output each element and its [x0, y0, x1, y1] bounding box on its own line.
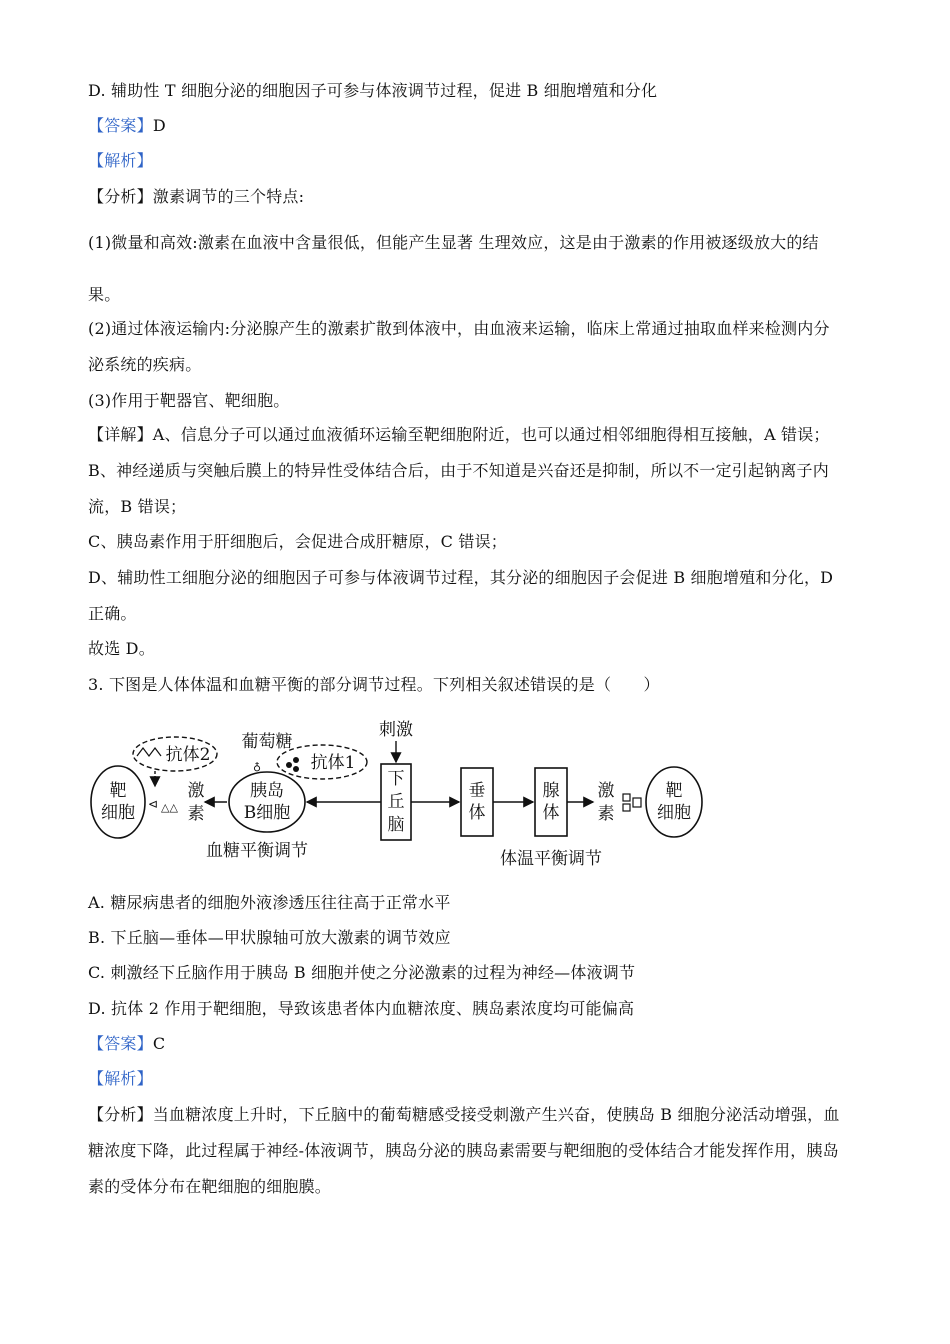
receptor-symbol-left: ⊲ — [148, 797, 159, 811]
conclusion-line: 故选 D。 — [88, 639, 155, 658]
analysis-line: 【分析】当血糖浓度上升时，下丘脑中的葡萄糖感受接受刺激产生兴奋，使胰岛 B 细胞分泌活动增强，血 — [88, 1105, 840, 1124]
hypothalamus-line2: 丘 — [387, 792, 405, 812]
answer-tag: 【答案】 — [88, 1034, 153, 1053]
option-b: B. 下丘脑—垂体—甲状腺轴可放大激素的调节效应 — [88, 928, 451, 947]
antibody1-dot — [286, 762, 292, 768]
receptor-symbol-right — [623, 794, 630, 801]
analysis-line: 素的受体分布在靶细胞的细胞膜。 — [88, 1177, 332, 1196]
analysis-line: 糖浓度下降，此过程属于神经-体液调节，胰岛分泌的胰岛素需要与靶细胞的受体结合才能发挥作用，胰岛 — [88, 1141, 839, 1160]
antibody1-label: 抗体1 — [310, 753, 356, 773]
hypothalamus-line1: 下 — [387, 769, 405, 789]
analysis-heading: 【分析】激素调节的三个特点: — [88, 187, 305, 206]
islet-cell-line2: B细胞 — [243, 803, 291, 823]
option-d-prev: D. 辅助性 T 细胞分泌的细胞因子可参与体液调节过程，促进 B 细胞增殖和分化 — [88, 81, 658, 100]
pituitary-line1: 垂 — [468, 781, 486, 801]
antibody2-label: 抗体2 — [165, 745, 211, 765]
antibody2-mark — [137, 748, 161, 756]
analysis-tag: 【解析】 — [88, 151, 153, 170]
option-c: C. 刺激经下丘脑作用于胰岛 B 细胞并使之分泌激素的过程为神经—体液调节 — [88, 963, 636, 982]
answer-tag: 【答案】 — [88, 116, 153, 135]
detail-line: D、辅助性工细胞分泌的细胞因子可参与体液调节过程，其分泌的细胞因子会促进 B 细胞增殖和分化，D — [88, 568, 834, 587]
stimulus-label: 刺激 — [379, 720, 413, 740]
detail-line: B、神经递质与突触后膜上的特异性受体结合后，由于不知道是兴奋还是抑制，所以不一定引起钠离子内 — [88, 461, 829, 480]
paragraph-line: (1)微量和高效:激素在血液中含量很低，但能产生显著 生理效应，这是由于激素的作用被逐级放大的结 — [88, 233, 819, 252]
antibody1-dot — [293, 757, 299, 763]
option-d: D. 抗体 2 作用于靶细胞，导致该患者体内血糖浓度、胰岛素浓度均可能偏高 — [88, 999, 635, 1018]
target-cell-right-shape — [646, 767, 702, 837]
receptor-symbol-right — [623, 804, 630, 811]
label-body-temp: 体温平衡调节 — [500, 849, 602, 869]
antibody1-dot — [293, 766, 299, 772]
question-stem: 3. 下图是人体体温和血糖平衡的部分调节过程。下列相关叙述错误的是（ ） — [88, 675, 660, 694]
receptor-symbol-right — [633, 798, 641, 807]
gland-box — [535, 768, 567, 836]
pituitary-line2: 体 — [468, 803, 486, 823]
paragraph-line: (2)通过体液运输内:分泌腺产生的激素扩散到体液中，由血液来运输，临床上常通过抽取血样来检测内分 — [88, 319, 830, 338]
target-cell-left-shape — [91, 766, 145, 838]
hypothalamus-line3: 脑 — [387, 815, 405, 835]
target-cell-left-line2: 细胞 — [101, 803, 135, 823]
answer-row-2 — [88, 1033, 165, 1055]
hormone-left-line1: 激 — [187, 781, 205, 801]
hormone-left-line2: 素 — [187, 804, 205, 824]
regulation-diagram — [85, 714, 725, 874]
target-cell-right-line2: 细胞 — [657, 803, 691, 823]
target-cell-right-line1: 靶 — [665, 781, 683, 801]
detail-line: 流，B 错误； — [88, 497, 187, 516]
gland-line1: 腺 — [542, 781, 560, 801]
analysis-tag: 【解析】 — [88, 1069, 153, 1088]
answer-row-1 — [88, 115, 166, 137]
label-blood-sugar: 血糖平衡调节 — [206, 841, 308, 861]
paragraph-line: (3)作用于靶器官、靶细胞。 — [88, 391, 290, 410]
gland-line2: 体 — [542, 803, 560, 823]
pituitary-box — [461, 768, 493, 836]
glucose-label: 葡萄糖 — [241, 732, 293, 752]
hormone-right-line1: 激 — [597, 781, 615, 801]
paragraph-line: 果。 — [88, 285, 121, 304]
option-a: A. 糖尿病患者的细胞外液渗透压往往高于正常水平 — [88, 893, 451, 912]
answer-value: D — [152, 116, 166, 135]
detail-line: 正确。 — [88, 604, 137, 623]
answer-value: C — [152, 1034, 166, 1053]
paragraph-line: 泌系统的疾病。 — [88, 355, 202, 374]
detail-line: C、胰岛素作用于肝细胞后，会促进合成肝糖原，C 错误； — [88, 532, 507, 551]
target-cell-left-line1: 靶 — [109, 781, 127, 801]
islet-cell-line1: 胰岛 — [250, 781, 284, 801]
hormone-right-line2: 素 — [597, 804, 615, 824]
receptor-symbol-islet: ♁ — [252, 760, 262, 773]
detail-line: 【详解】A、信息分子可以通过血液循环运输至靶细胞附近，也可以通过相邻细胞得相互接触，A 错误； — [88, 425, 830, 444]
hormone-particles-left: △△ — [161, 801, 178, 814]
